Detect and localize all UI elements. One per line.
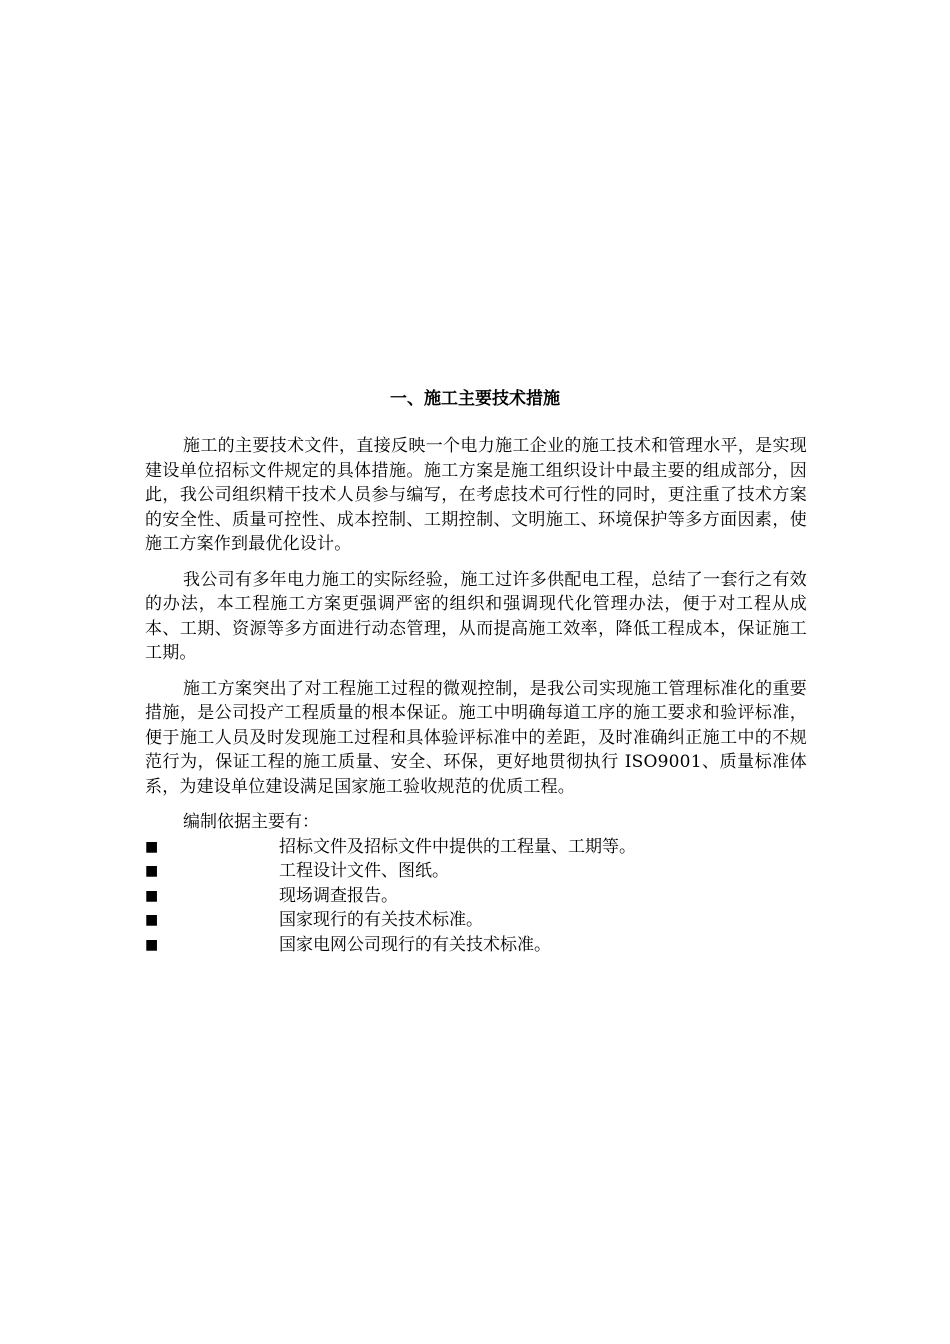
paragraph-technical-documents: 施工的主要技术文件，直接反映一个电力施工企业的施工技术和管理水平，是实现建设单位招标文件规定的具体措施。施工方案是施工组织设计中最主要的组成部分，因此，我公司组织精干技术人员参与编写，在考虑技术可行性的同时，更注重了技术方案的安全性、质量可控性、成本控制、工期控制、文明施工、环境保护等多方面因素，使施工方案作到最优化设计。 xyxy=(145,436,807,554)
list-item xyxy=(145,933,807,958)
basis-heading: 编制依据主要有： xyxy=(183,812,319,832)
square-bullet-icon: ■ xyxy=(145,912,159,928)
list-item xyxy=(145,859,807,884)
square-bullet-icon: ■ xyxy=(145,863,159,879)
paragraph-experience: 我公司有多年电力施工的实际经验，施工过许多供配电工程，总结了一套行之有效的办法，本工程施工方案更强调严密的组织和强调现代化管理办法，便于对工程从成本、工期、资源等多方面进行动态管理，从而提高施工效率，降低工程成本，保证施工工期。 xyxy=(145,569,807,663)
basis-list xyxy=(145,835,807,958)
square-bullet-icon: ■ xyxy=(145,936,159,953)
list-item-text: 招标文件及招标文件中提供的工程量、工期等。 xyxy=(279,836,636,857)
page-title: 一、施工主要技术措施 xyxy=(390,389,560,410)
list-item xyxy=(145,835,807,860)
list-item-text: 现场调查报告。 xyxy=(279,885,398,906)
square-bullet-icon: ■ xyxy=(145,887,159,904)
list-item xyxy=(145,884,807,909)
square-bullet-icon: ■ xyxy=(145,838,159,855)
list-item-text: 国家电网公司现行的有关技术标准。 xyxy=(279,934,551,955)
document-body xyxy=(145,434,807,957)
paragraph-micro-control: 施工方案突出了对工程施工过程的微观控制，是我公司实现施工管理标准化的重要措施，是公司投产工程质量的根本保证。施工中明确每道工序的施工要求和验评标准，便于施工人员及时发现施工过程和具体验评标准中的差距，及时准确纠正施工中的不规范行为，保证工程的施工质量、安全、环保，更好地贯彻执行 ISO9001、质量标准体系，为建设单位建设满足国家施工验收规范的优质工程。 xyxy=(145,678,807,797)
list-item-text: 国家现行的有关技术标准。 xyxy=(279,910,483,930)
list-item xyxy=(145,908,807,933)
list-item-text: 工程设计文件、图纸。 xyxy=(279,861,449,881)
